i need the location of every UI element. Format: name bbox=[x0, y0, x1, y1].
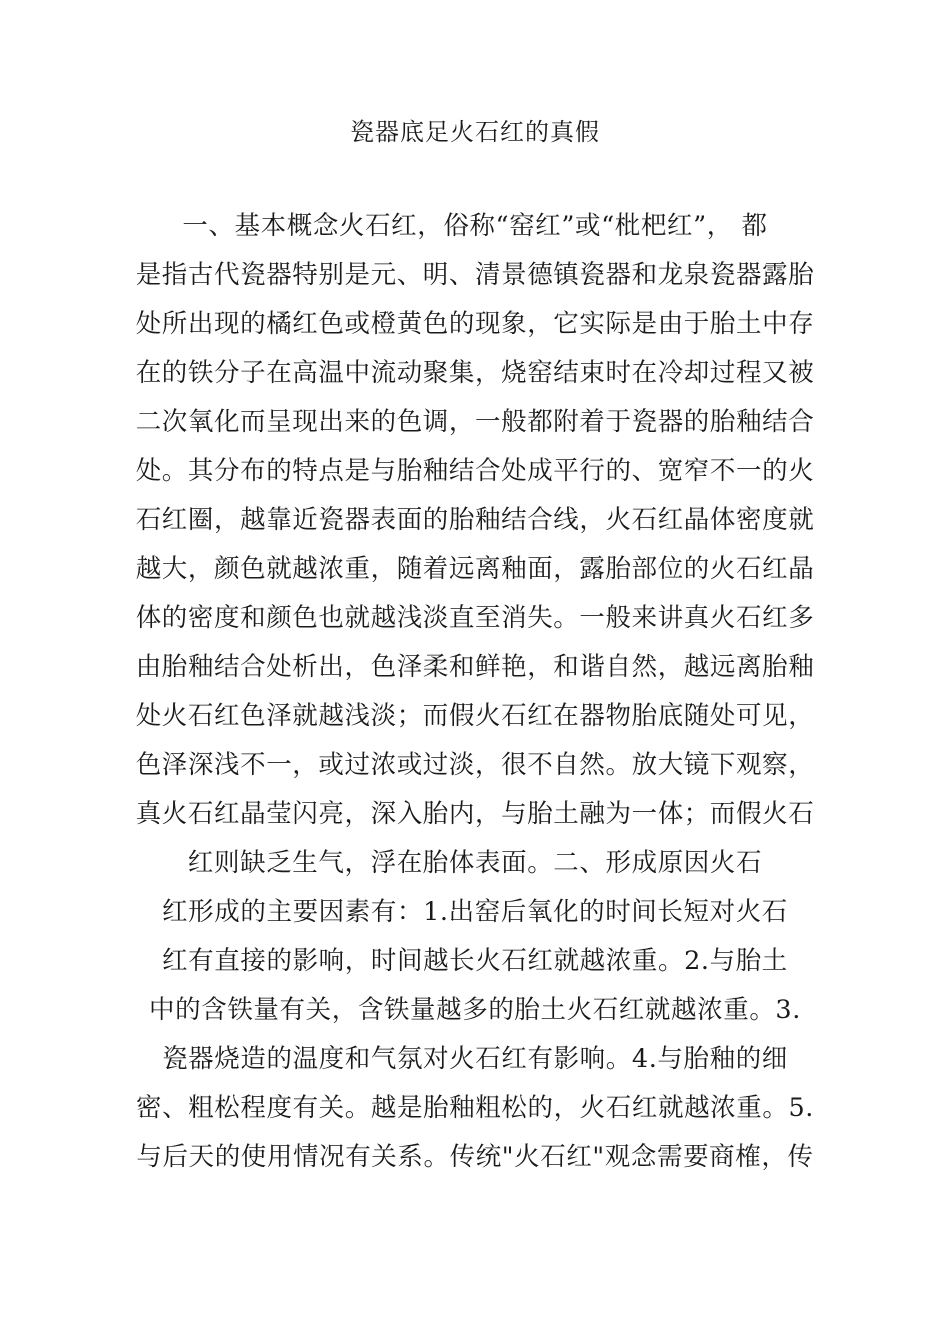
body-line-16: 红有直接的影响，时间越长火石红就越浓重。2.与胎土 bbox=[162, 946, 788, 976]
body-line-4: 在的铁分子在高温中流动聚集，烧窑结束时在冷却过程又被 bbox=[135, 358, 815, 388]
body-line-19: 密、粗松程度有关。越是胎釉粗松的，火石红就越浓重。5. bbox=[135, 1093, 815, 1123]
body-line-20: 与后天的使用情况有关系。传统"火石红"观念需要商榷，传 bbox=[136, 1142, 814, 1172]
body-line-6: 处。其分布的特点是与胎釉结合处成平行的、宽窄不一的火 bbox=[135, 456, 815, 486]
body-line-12: 色泽深浅不一，或过浓或过淡，很不自然。放大镜下观察， bbox=[135, 750, 815, 780]
body-line-14: 红则缺乏生气，浮在胎体表面。二、形成原因火石 bbox=[187, 848, 763, 878]
body-line-3: 处所出现的橘红色或橙黄色的现象，它实际是由于胎土中存 bbox=[135, 309, 815, 339]
page-title: 瓷器底足火石红的真假 bbox=[350, 118, 600, 146]
body-line-13: 真火石红晶莹闪亮，深入胎内，与胎土融为一体；而假火石 bbox=[135, 799, 815, 829]
body-line-18: 瓷器烧造的温度和气氛对火石红有影响。4.与胎釉的细 bbox=[162, 1044, 788, 1074]
body-line-8: 越大，颜色就越浓重，随着远离釉面，露胎部位的火石红晶 bbox=[135, 554, 815, 584]
body-line-7: 石红圈，越靠近瓷器表面的胎釉结合线，火石红晶体密度就 bbox=[135, 505, 815, 535]
body-line-9: 体的密度和颜色也就越浅淡直至消失。一般来讲真火石红多 bbox=[135, 603, 815, 633]
body-line-10: 由胎釉结合处析出，色泽柔和鲜艳，和谐自然，越远离胎釉 bbox=[135, 652, 815, 682]
body-line-17: 中的含铁量有关，含铁量越多的胎土火石红就越浓重。3. bbox=[149, 995, 801, 1025]
body-line-1: 一、基本概念火石红，俗称“窑红”或“枇杷红”， 都 bbox=[182, 211, 768, 241]
body-line-5: 二次氧化而呈现出来的色调，一般都附着于瓷器的胎釉结合 bbox=[135, 407, 815, 437]
body-line-15: 红形成的主要因素有：1.出窑后氧化的时间长短对火石 bbox=[162, 897, 788, 927]
body-line-11: 处火石红色泽就越浅淡；而假火石红在器物胎底随处可见， bbox=[135, 701, 815, 731]
body-line-2: 是指古代瓷器特别是元、明、清景德镇瓷器和龙泉瓷器露胎 bbox=[135, 260, 815, 290]
